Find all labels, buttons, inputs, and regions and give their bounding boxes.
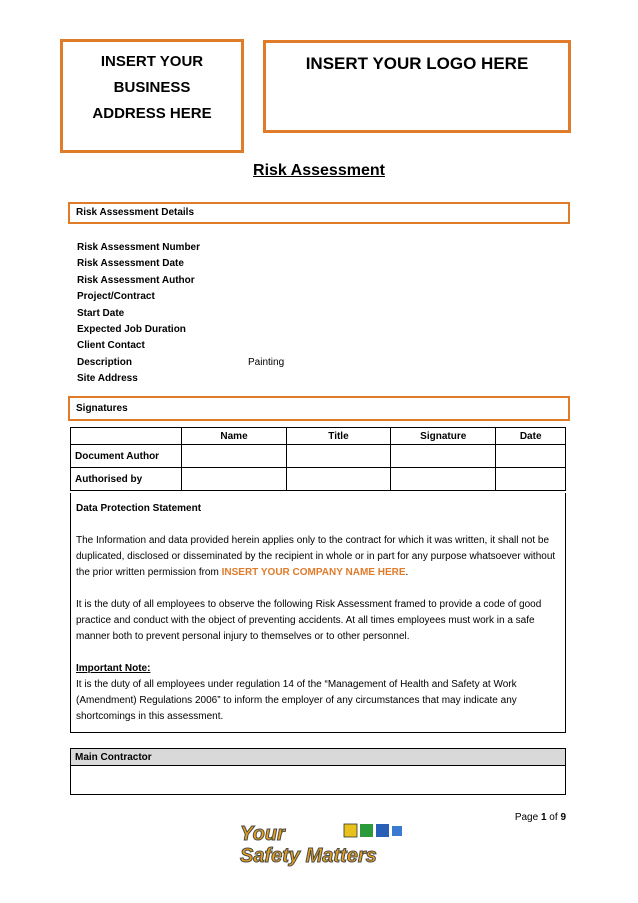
title-cell[interactable] xyxy=(286,445,390,468)
field-label: Project/Contract xyxy=(77,291,155,303)
field-label: Description xyxy=(77,356,133,368)
page-prefix: Page xyxy=(514,812,541,823)
paragraph-text: The Information and data provided herein applies only to the contract for which it was written, it shall not be duplicated, disclosed or disseminated by the recipient in whole or in part for any purpose whatsoever without the prior written permission from xyxy=(76,535,556,578)
signature-cell[interactable] xyxy=(391,468,496,491)
important-note-text: It is the duty of all employees under regulation 14 of the “Management of Health and Safety at Work (Amendment) Regulations 2006” to inform the employer of any circumstances that may indicate any shortcomings in this assessment. xyxy=(76,679,517,722)
warning-sign-icon xyxy=(344,824,357,837)
business-address-placeholder xyxy=(60,39,244,153)
column-header: Name xyxy=(182,428,287,445)
main-contractor-label: Main Contractor xyxy=(71,749,566,766)
data-protection-heading: Data Protection Statement xyxy=(76,503,202,514)
details-section-header xyxy=(68,202,570,224)
name-cell[interactable] xyxy=(182,445,287,468)
address-line-3: ADDRESS HERE xyxy=(92,105,212,122)
page-total: 9 xyxy=(560,812,566,823)
paragraph-end: . xyxy=(405,567,409,578)
field-label: Risk Assessment Date xyxy=(77,258,184,270)
details-field-list xyxy=(77,240,200,388)
duty-paragraph: It is the duty of all employees to observe the following Risk Assessment framed to provide a code of good practice and conduct with the object of preventing accidents. At all times employees must work in a safe manner both to prevent personal injury to themselves or to other personnel. xyxy=(76,599,542,642)
date-cell[interactable] xyxy=(496,445,566,468)
row-label: Authorised by xyxy=(71,468,182,491)
field-label: Site Address xyxy=(77,373,138,385)
signatures-section-header xyxy=(68,396,570,421)
page-number xyxy=(515,812,566,823)
table-row xyxy=(71,445,566,468)
signature-cell[interactable] xyxy=(391,445,496,468)
field-label: Client Contact xyxy=(77,340,145,352)
page-current: 1 xyxy=(540,812,547,823)
data-protection-paragraph xyxy=(76,533,561,581)
important-note-heading: Important Note: xyxy=(76,663,151,674)
column-header: Signature xyxy=(391,428,496,445)
column-header xyxy=(71,428,182,445)
field-label: Expected Job Duration xyxy=(77,324,186,336)
logo-line-2: Safety Matters xyxy=(240,845,377,867)
address-line-1: INSERT YOUR xyxy=(100,53,204,70)
date-cell[interactable] xyxy=(496,468,566,491)
mandatory-sign-icon xyxy=(376,824,389,837)
field-label: Risk Assessment Author xyxy=(77,274,195,286)
name-cell[interactable] xyxy=(182,468,287,491)
page-title-text: Risk Assessment xyxy=(253,162,385,179)
title-cell[interactable] xyxy=(286,468,390,491)
info-sign-icon xyxy=(392,826,402,836)
logo-placeholder xyxy=(263,40,571,133)
page-of: of xyxy=(546,812,561,823)
main-contractor-cell[interactable] xyxy=(71,766,566,795)
details-section-label: Risk Assessment Details xyxy=(76,207,195,218)
logo-line-1: Your xyxy=(240,823,285,845)
row-label: Document Author xyxy=(71,445,182,468)
safety-sign-icons xyxy=(344,824,402,837)
table-header-row xyxy=(71,428,566,445)
address-line-2: BUSINESS xyxy=(113,79,191,96)
company-name-placeholder: INSERT YOUR COMPANY NAME HERE xyxy=(221,567,406,578)
main-contractor-table xyxy=(70,748,566,795)
table-row xyxy=(71,468,566,491)
signatures-table xyxy=(70,427,566,491)
description-value: Painting xyxy=(248,357,285,368)
logo-placeholder-text: INSERT YOUR LOGO HERE xyxy=(305,54,529,73)
column-header: Date xyxy=(496,428,566,445)
data-protection-statement xyxy=(70,493,566,733)
first-aid-sign-icon xyxy=(360,824,373,837)
your-safety-matters-logo xyxy=(236,820,406,870)
column-header: Title xyxy=(286,428,390,445)
field-label: Risk Assessment Number xyxy=(77,242,201,253)
signatures-section-label: Signatures xyxy=(76,403,128,414)
field-label: Start Date xyxy=(77,307,125,319)
page-title xyxy=(0,162,638,180)
